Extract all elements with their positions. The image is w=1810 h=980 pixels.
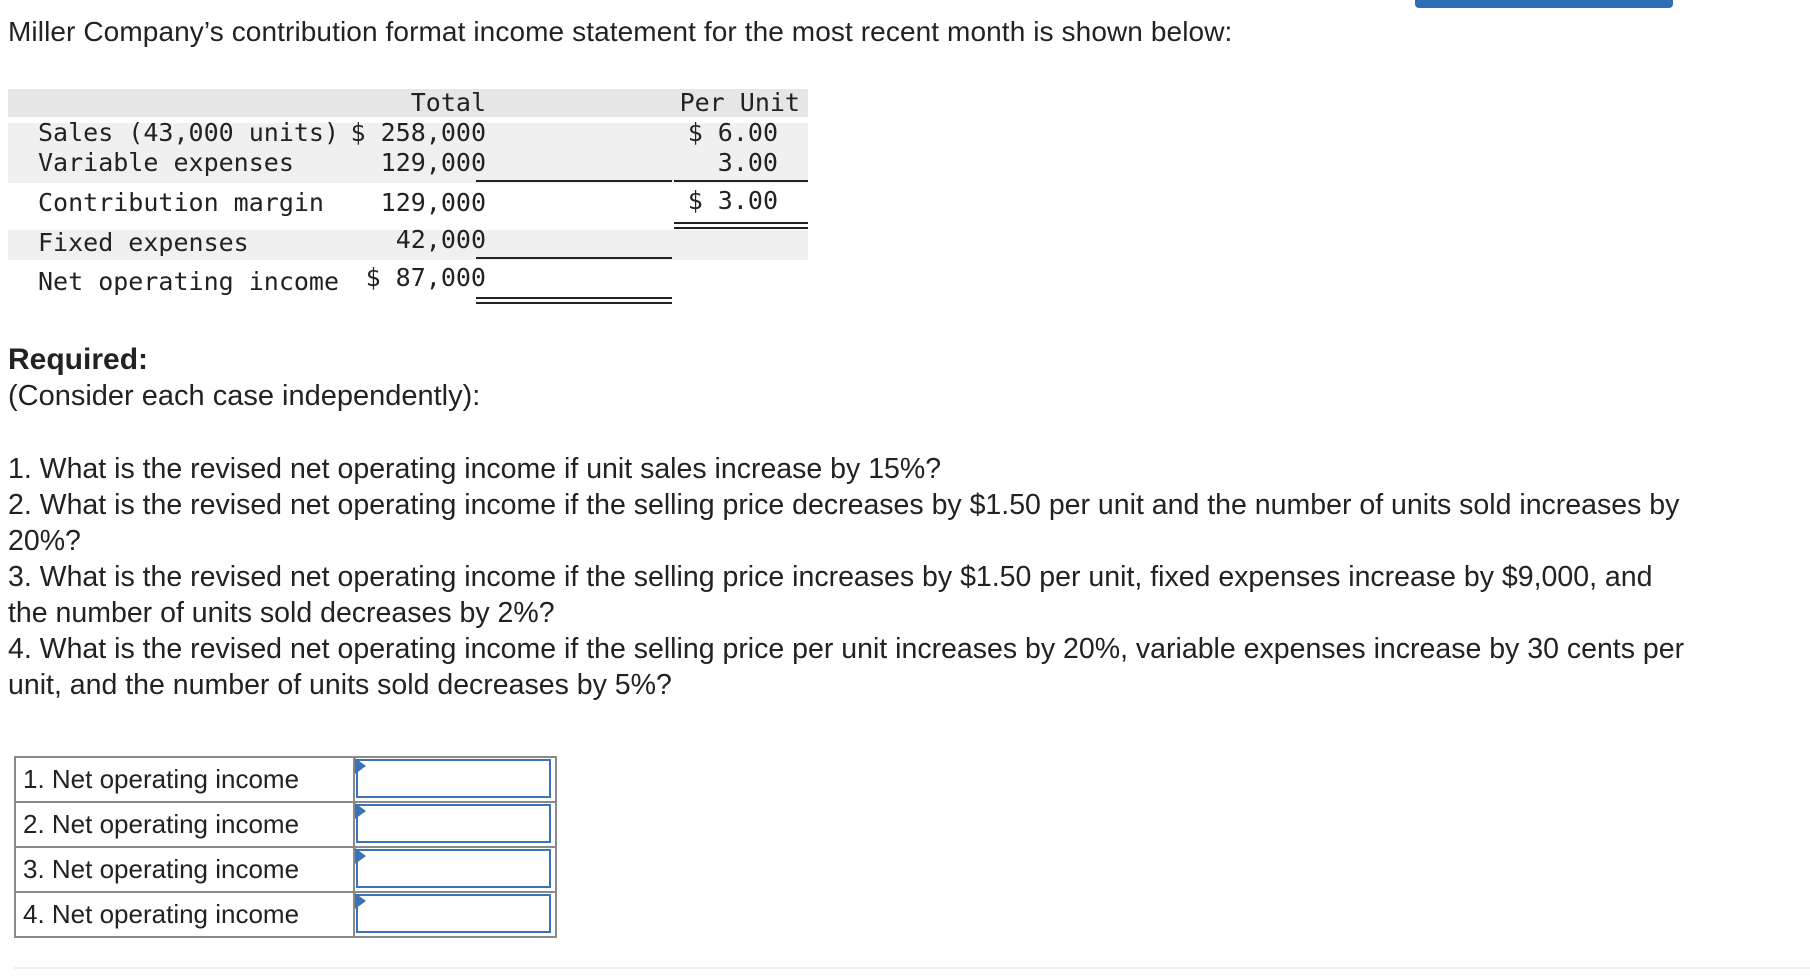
answer-cell-2: [354, 802, 556, 847]
question-3: 3. What is the revised net operating income if the selling price increases by $1.50 per unit, fixed expenses increase by $9,000, and the number of units sold decreases by 2%?: [8, 561, 1653, 629]
answer-label-4: 4. Net operating income: [15, 892, 354, 937]
row-total-variable: 129,000: [380, 148, 486, 177]
income-statement: [8, 89, 808, 311]
row-label-fixed: Fixed expenses: [38, 228, 249, 257]
header-per-unit: Per Unit: [679, 88, 800, 117]
answer-input-4[interactable]: [356, 894, 551, 933]
answer-input-3[interactable]: [356, 849, 551, 888]
top-accent-bar: [1415, 0, 1673, 8]
question-list: [8, 451, 1698, 703]
question-1: 1. What is the revised net operating income if unit sales increase by 15%?: [8, 453, 942, 485]
consider-text: (Consider each case independently):: [8, 380, 481, 412]
answer-cell-1: [354, 757, 556, 802]
row-total-sales: $ 258,000: [350, 118, 486, 147]
answer-row: [15, 847, 556, 892]
answer-input-1[interactable]: [356, 759, 551, 798]
row-total-contribution: 129,000: [380, 188, 486, 217]
answer-row: [15, 802, 556, 847]
answer-label-3: 3. Net operating income: [15, 847, 354, 892]
answer-cell-4: [354, 892, 556, 937]
row-label-variable: Variable expenses: [38, 148, 294, 177]
subtotal-rule-per-unit: [674, 180, 808, 182]
answer-label-2: 2. Net operating income: [15, 802, 354, 847]
row-total-net: $ 87,000: [365, 263, 486, 292]
row-label-contribution: Contribution margin: [38, 188, 324, 217]
subtotal-rule-total: [476, 180, 672, 182]
double-rule-per-unit: [674, 222, 808, 224]
row-total-fixed: 42,000: [395, 225, 486, 254]
row-per-unit-contribution: $ 3.00: [687, 186, 778, 215]
row-label-sales: Sales (43,000 units): [38, 118, 340, 147]
answer-table: [14, 756, 557, 938]
subtotal-rule-fixed: [476, 257, 672, 259]
row-per-unit-sales: $ 6.00: [687, 118, 778, 147]
answer-row: [15, 892, 556, 937]
input-flag-icon: [355, 758, 366, 774]
required-heading: Required:: [8, 343, 149, 376]
answer-label-1: 1. Net operating income: [15, 757, 354, 802]
header-total: Total: [410, 88, 486, 117]
row-label-net: Net operating income: [38, 267, 340, 296]
input-flag-icon: [355, 803, 366, 819]
answer-cell-3: [354, 847, 556, 892]
answer-input-2[interactable]: [356, 804, 551, 843]
row-per-unit-variable: 3.00: [717, 148, 778, 177]
intro-text: Miller Company’s contribution format income statement for the most recent month is shown below:: [8, 16, 1233, 47]
question-2: 2. What is the revised net operating income if the selling price decreases by $1.50 per unit and the number of units sold increases by 20%?: [8, 489, 1680, 557]
double-rule-net: [476, 297, 672, 299]
answer-row: [15, 757, 556, 802]
question-4: 4. What is the revised net operating income if the selling price per unit increases by 20%, variable expenses increase by 30 cents per unit, and the number of units sold decreases by 5%?: [8, 633, 1685, 701]
input-flag-icon: [355, 893, 366, 909]
input-flag-icon: [355, 848, 366, 864]
bottom-divider: [14, 967, 1810, 969]
